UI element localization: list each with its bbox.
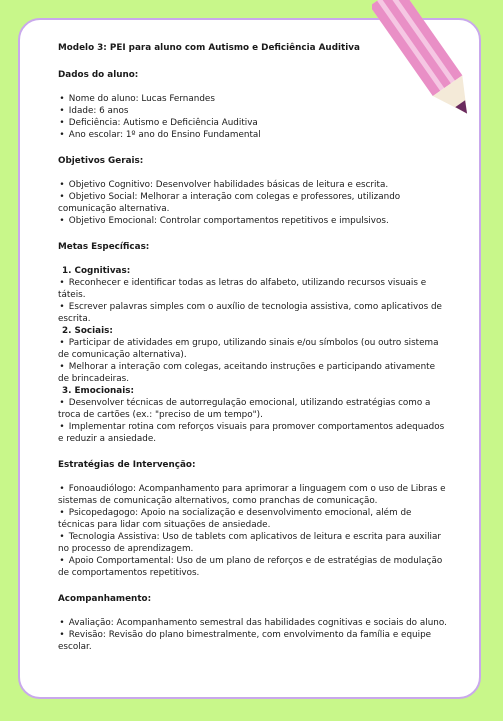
list-item: • Melhorar a interação com colegas, aceitando instruções e participando ativamente de brincadeiras. <box>58 362 436 384</box>
section-heading-dados: Dados do aluno: <box>58 70 139 80</box>
section-heading-objetivos: Objetivos Gerais: <box>58 156 144 166</box>
list-item: • Objetivo Cognitivo: Desenvolver habilidades básicas de leitura e escrita. <box>59 180 389 190</box>
section-heading-acompanhamento: Acompanhamento: <box>58 594 152 604</box>
list-item: • Apoio Comportamental: Uso de um plano de reforços e de estratégias de modulação de comportamentos repetitivos. <box>58 556 443 578</box>
list-item: • Implementar rotina com reforços visuais para promover comportamentos adequados e reduzir a ansiedade. <box>58 422 445 444</box>
list-item: • Deficiência: Autismo e Deficiência Auditiva <box>59 118 258 128</box>
list-item: • Reconhecer e identificar todas as letras do alfabeto, utilizando recursos visuais e táteis. <box>58 278 427 300</box>
section-heading-estrategias: Estratégias de Intervenção: <box>58 460 196 470</box>
document-title: Modelo 3: PEI para aluno com Autismo e Deficiência Auditiva <box>58 43 360 53</box>
list-item: • Nome do aluno: Lucas Fernandes <box>59 94 215 104</box>
list-item: • Fonoaudiólogo: Acompanhamento para aprimorar a linguagem com o uso de Libras e sistemas de comunicação alternativos, como pranchas de comunicação. <box>58 484 446 506</box>
section-heading-metas: Metas Específicas: <box>58 242 150 252</box>
list-item: • Revisão: Revisão do plano bimestralmente, com envolvimento da família e equipe escolar. <box>58 630 432 652</box>
document-content <box>58 42 448 653</box>
list-item: • Desenvolver técnicas de autorregulação emocional, utilizando estratégias como a troca de cartões (ex.: "preciso de um tempo"). <box>58 398 431 420</box>
list-item: • Participar de atividades em grupo, utilizando sinais e/ou símbolos (ou outro sistema de comunicação alternativa). <box>58 338 439 360</box>
metas-group-label: 3. Emocionais: <box>62 386 134 396</box>
list-item: • Psicopedagogo: Apoio na socialização e desenvolvimento emocional, além de técnicas para lidar com situações de ansiedade. <box>58 508 412 530</box>
metas-group-label: 2. Sociais: <box>62 326 113 336</box>
list-item: • Ano escolar: 1º ano do Ensino Fundamental <box>59 130 261 140</box>
list-item: • Avaliação: Acompanhamento semestral das habilidades cognitivas e sociais do aluno. <box>59 618 447 628</box>
list-item: • Objetivo Social: Melhorar a interação com colegas e professores, utilizando comunicação alternativa. <box>58 192 401 214</box>
list-item: • Idade: 6 anos <box>59 106 129 116</box>
list-item: • Tecnologia Assistiva: Uso de tablets com aplicativos de leitura e escrita para auxiliar no processo de aprendizagem. <box>58 532 441 554</box>
list-item: • Objetivo Emocional: Controlar comportamentos repetitivos e impulsivos. <box>59 216 389 226</box>
metas-group-label: 1. Cognitivas: <box>62 266 131 276</box>
list-item: • Escrever palavras simples com o auxílio de tecnologia assistiva, como aplicativos de escrita. <box>58 302 442 324</box>
